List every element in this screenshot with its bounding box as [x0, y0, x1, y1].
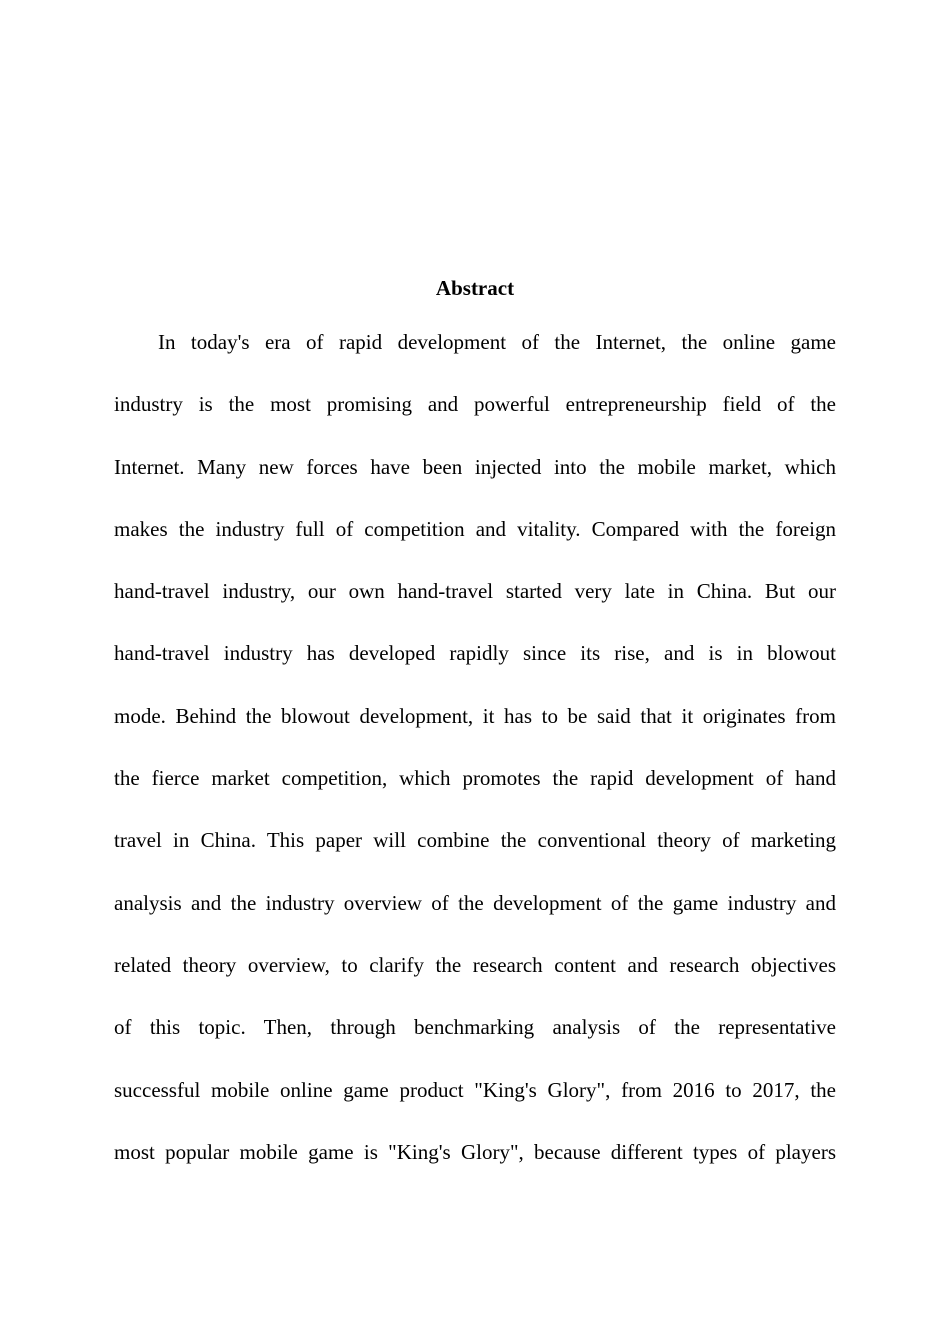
abstract-line: analysis and the industry overview of the development of the game industry and — [114, 890, 836, 915]
abstract-line: industry is the most promising and powerful entrepreneurship field of the — [114, 392, 836, 417]
abstract-line: travel in China. This paper will combine the conventional theory of marketing — [114, 828, 836, 853]
abstract-line: hand-travel industry, our own hand-travel started very late in China. But our — [114, 579, 836, 604]
abstract-line: most popular mobile game is "King's Glory", because different types of players — [114, 1139, 836, 1164]
abstract-line: hand-travel industry has developed rapidly since its rise, and is in blowout — [114, 641, 836, 666]
abstract-line: In today's era of rapid development of the Internet, the online game — [158, 330, 836, 354]
abstract-line: mode. Behind the blowout development, it has to be said that it originates from — [114, 703, 836, 728]
abstract-line: Internet. Many new forces have been injected into the mobile market, which — [114, 454, 836, 479]
abstract-line: of this topic. Then, through benchmarking analysis of the representative — [114, 1015, 836, 1040]
abstract-body — [114, 311, 836, 1183]
abstract-line: makes the industry full of competition and vitality. Compared with the foreign — [114, 516, 836, 541]
abstract-line: related theory overview, to clarify the research content and research objectives — [114, 952, 836, 977]
abstract-line: the fierce market competition, which promotes the rapid development of hand — [114, 766, 836, 791]
abstract-line: successful mobile online game product "King's Glory", from 2016 to 2017, the — [114, 1077, 836, 1102]
abstract-heading: Abstract — [435, 276, 515, 300]
